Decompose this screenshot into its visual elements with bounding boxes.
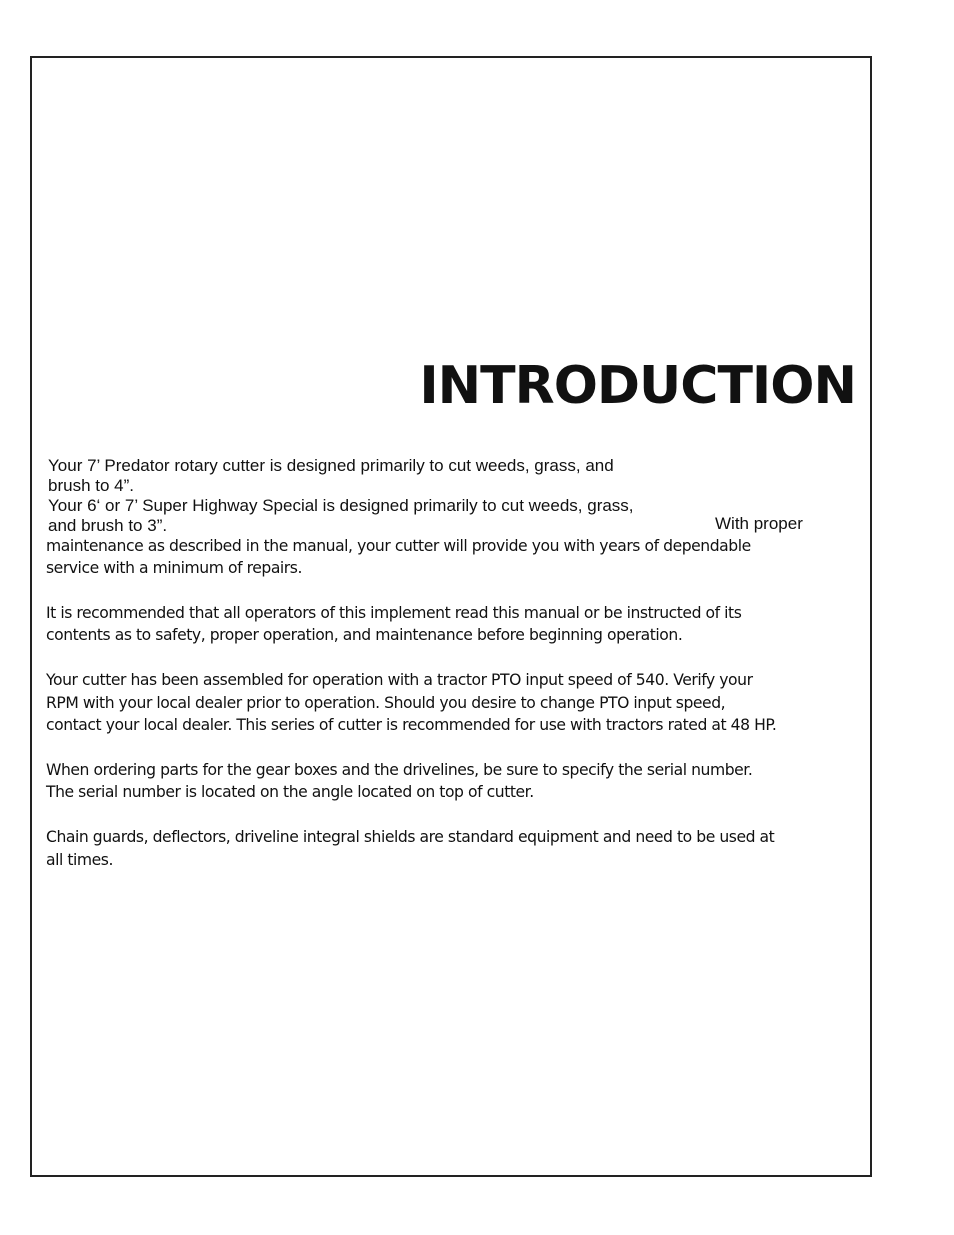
paragraph-operators-line-2: contents as to safety, proper operation, and maintenance before beginning operation.: [46, 626, 683, 644]
paragraph-operators-line-1: It is recommended that all operators of this implement read this manual or be instructed of its: [46, 604, 742, 622]
paragraph-guards-line-2: all times.: [46, 851, 113, 869]
intro-line-4: and brush to 3”.: [48, 516, 168, 535]
intro-line-1: Your 7’ Predator rotary cutter is designed primarily to cut weeds, grass, and: [48, 456, 614, 475]
with-proper-text: With proper: [715, 514, 803, 533]
paragraph-pto-line-2: RPM with your local dealer prior to operation. Should you desire to change PTO input speed,: [46, 694, 726, 712]
paragraph-parts-line-2: The serial number is located on the angle located on top of cutter.: [46, 783, 534, 801]
paragraph-parts-line-1: When ordering parts for the gear boxes and the drivelines, be sure to specify the serial number.: [46, 761, 753, 779]
intro-line-2: brush to 4”.: [48, 476, 134, 495]
paragraph-pto-line-1: Your cutter has been assembled for operation with a tractor PTO input speed of 540. Verify your: [46, 671, 753, 689]
paragraph-maintenance-line-1: maintenance as described in the manual, your cutter will provide you with years of dependable: [46, 537, 751, 555]
paragraph-guards-line-1: Chain guards, deflectors, driveline integral shields are standard equipment and need to be used at: [46, 828, 775, 846]
paragraph-pto-line-3: contact your local dealer. This series of cutter is recommended for use with tractors rated at 48 HP.: [46, 716, 777, 734]
page-title: INTRODUCTION: [419, 356, 856, 416]
intro-line-3: Your 6‘ or 7’ Super Highway Special is designed primarily to cut weeds, grass,: [48, 496, 634, 515]
paragraph-maintenance-line-2: service with a minimum of repairs.: [46, 559, 302, 577]
